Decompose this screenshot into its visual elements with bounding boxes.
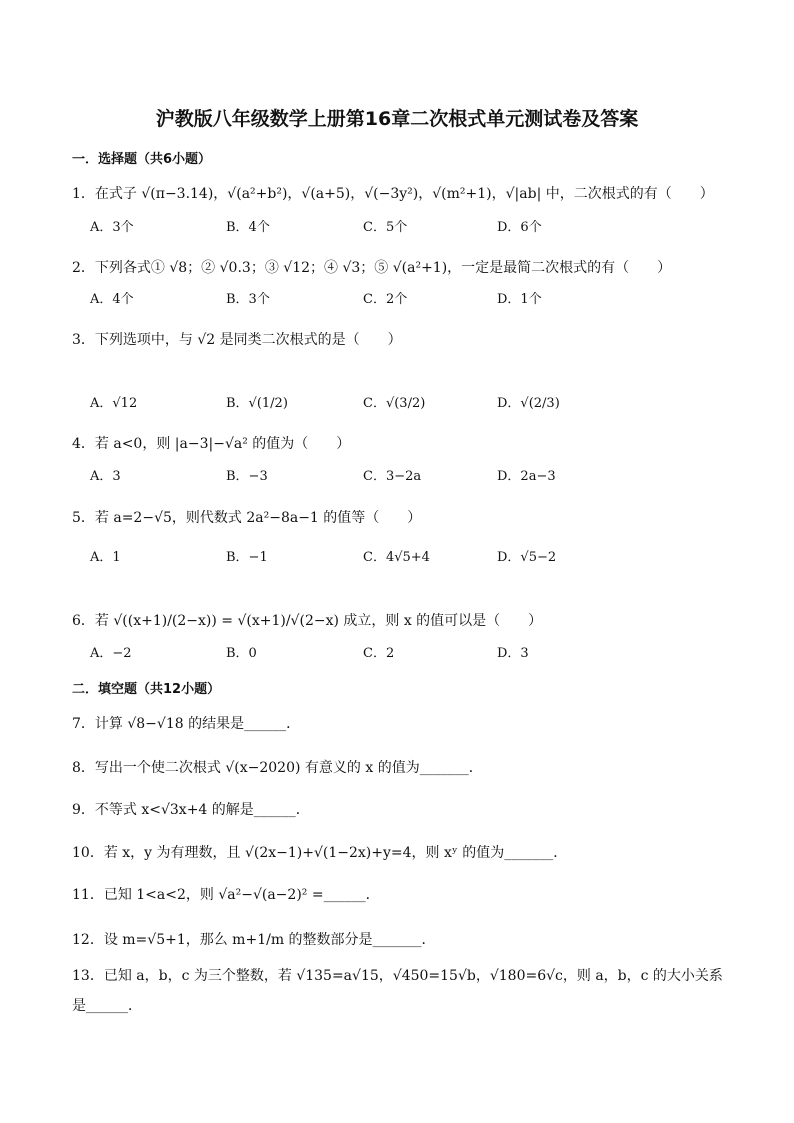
q1-option-d: D．6个	[497, 220, 542, 235]
q5-option-c: C．4√5+4	[363, 550, 430, 565]
q2-option-a: A．4个	[90, 292, 134, 307]
question-8: 8．写出一个使二次根式 √(x−2020) 有意义的 x 的值为_______．	[72, 760, 483, 776]
question-4: 4．若 a<0，则 |a−3|−√a² 的值为（ ）	[72, 436, 351, 452]
q5-option-d: D．√5−2	[497, 550, 557, 565]
question-2: 2．下列各式① √8；② √0.3；③ √12；④ √3；⑤ √(a²+1)，一定是最简二次根式的有（ ）	[72, 260, 672, 276]
q1-option-b: B．4个	[226, 220, 270, 235]
q3-option-c: C．√(3/2)	[363, 396, 426, 411]
question-12: 12．设 m=√5+1，那么 m+1/m 的整数部分是_______．	[72, 932, 436, 948]
q6-option-b: B．0	[226, 646, 257, 661]
question-13-continued: 是______．	[72, 998, 142, 1014]
q4-option-a: A．3	[90, 469, 121, 484]
question-5: 5．若 a=2−√5，则代数式 2a²−8a−1 的值等（ ）	[72, 510, 422, 526]
section-heading-choice: 一．选择题（共6小题）	[72, 152, 212, 167]
q3-option-a: A．√12	[90, 396, 138, 411]
q2-option-b: B．3个	[226, 292, 270, 307]
q2-option-d: D．1个	[497, 292, 542, 307]
q1-option-a: A．3个	[90, 220, 134, 235]
q4-option-b: B．−3	[226, 469, 268, 484]
q5-option-a: A．1	[90, 550, 121, 565]
question-9: 9．不等式 x<√3x+4 的解是______．	[72, 802, 310, 818]
question-6: 6．若 √((x+1)/(2−x)) = √(x+1)/√(2−x) 成立，则 x 的值可以是（ ）	[72, 613, 543, 629]
q6-option-d: D．3	[497, 646, 529, 661]
q1-option-c: C．5个	[363, 220, 408, 235]
q4-option-c: C．3−2a	[363, 469, 422, 484]
q5-option-b: B．−1	[226, 550, 268, 565]
q3-option-b: B．√(1/2)	[226, 396, 288, 411]
q4-option-d: D．2a−3	[497, 469, 556, 484]
question-3: 3．下列选项中，与 √2 是同类二次根式的是（ ）	[72, 332, 402, 348]
question-11: 11．已知 1<a<2，则 √a²−√(a−2)² =______．	[72, 887, 380, 903]
question-10: 10．若 x，y 为有理数，且 √(2x−1)+√(1−2x)+y=4，则 xʸ 的值为_______．	[72, 845, 568, 861]
q6-option-a: A．−2	[90, 646, 132, 661]
question-1: 1．在式子 √(π−3.14)，√(a²+b²)，√(a+5)，√(−3y²)，√(m²+1)，√|ab| 中，二次根式的有（ ）	[72, 186, 714, 202]
question-13: 13．已知 a，b，c 为三个整数，若 √135=a√15，√450=15√b，√180=6√c，则 a，b，c 的大小关系	[72, 968, 723, 984]
question-7: 7．计算 √8−√18 的结果是______．	[72, 716, 301, 732]
page-title: 沪教版八年级数学上册第16章二次根式单元测试卷及答案	[155, 108, 639, 130]
q2-option-c: C．2个	[363, 292, 408, 307]
section-heading-fill: 二．填空题（共12小题）	[72, 682, 221, 697]
q3-option-d: D．√(2/3)	[497, 396, 560, 411]
q6-option-c: C．2	[363, 646, 395, 661]
